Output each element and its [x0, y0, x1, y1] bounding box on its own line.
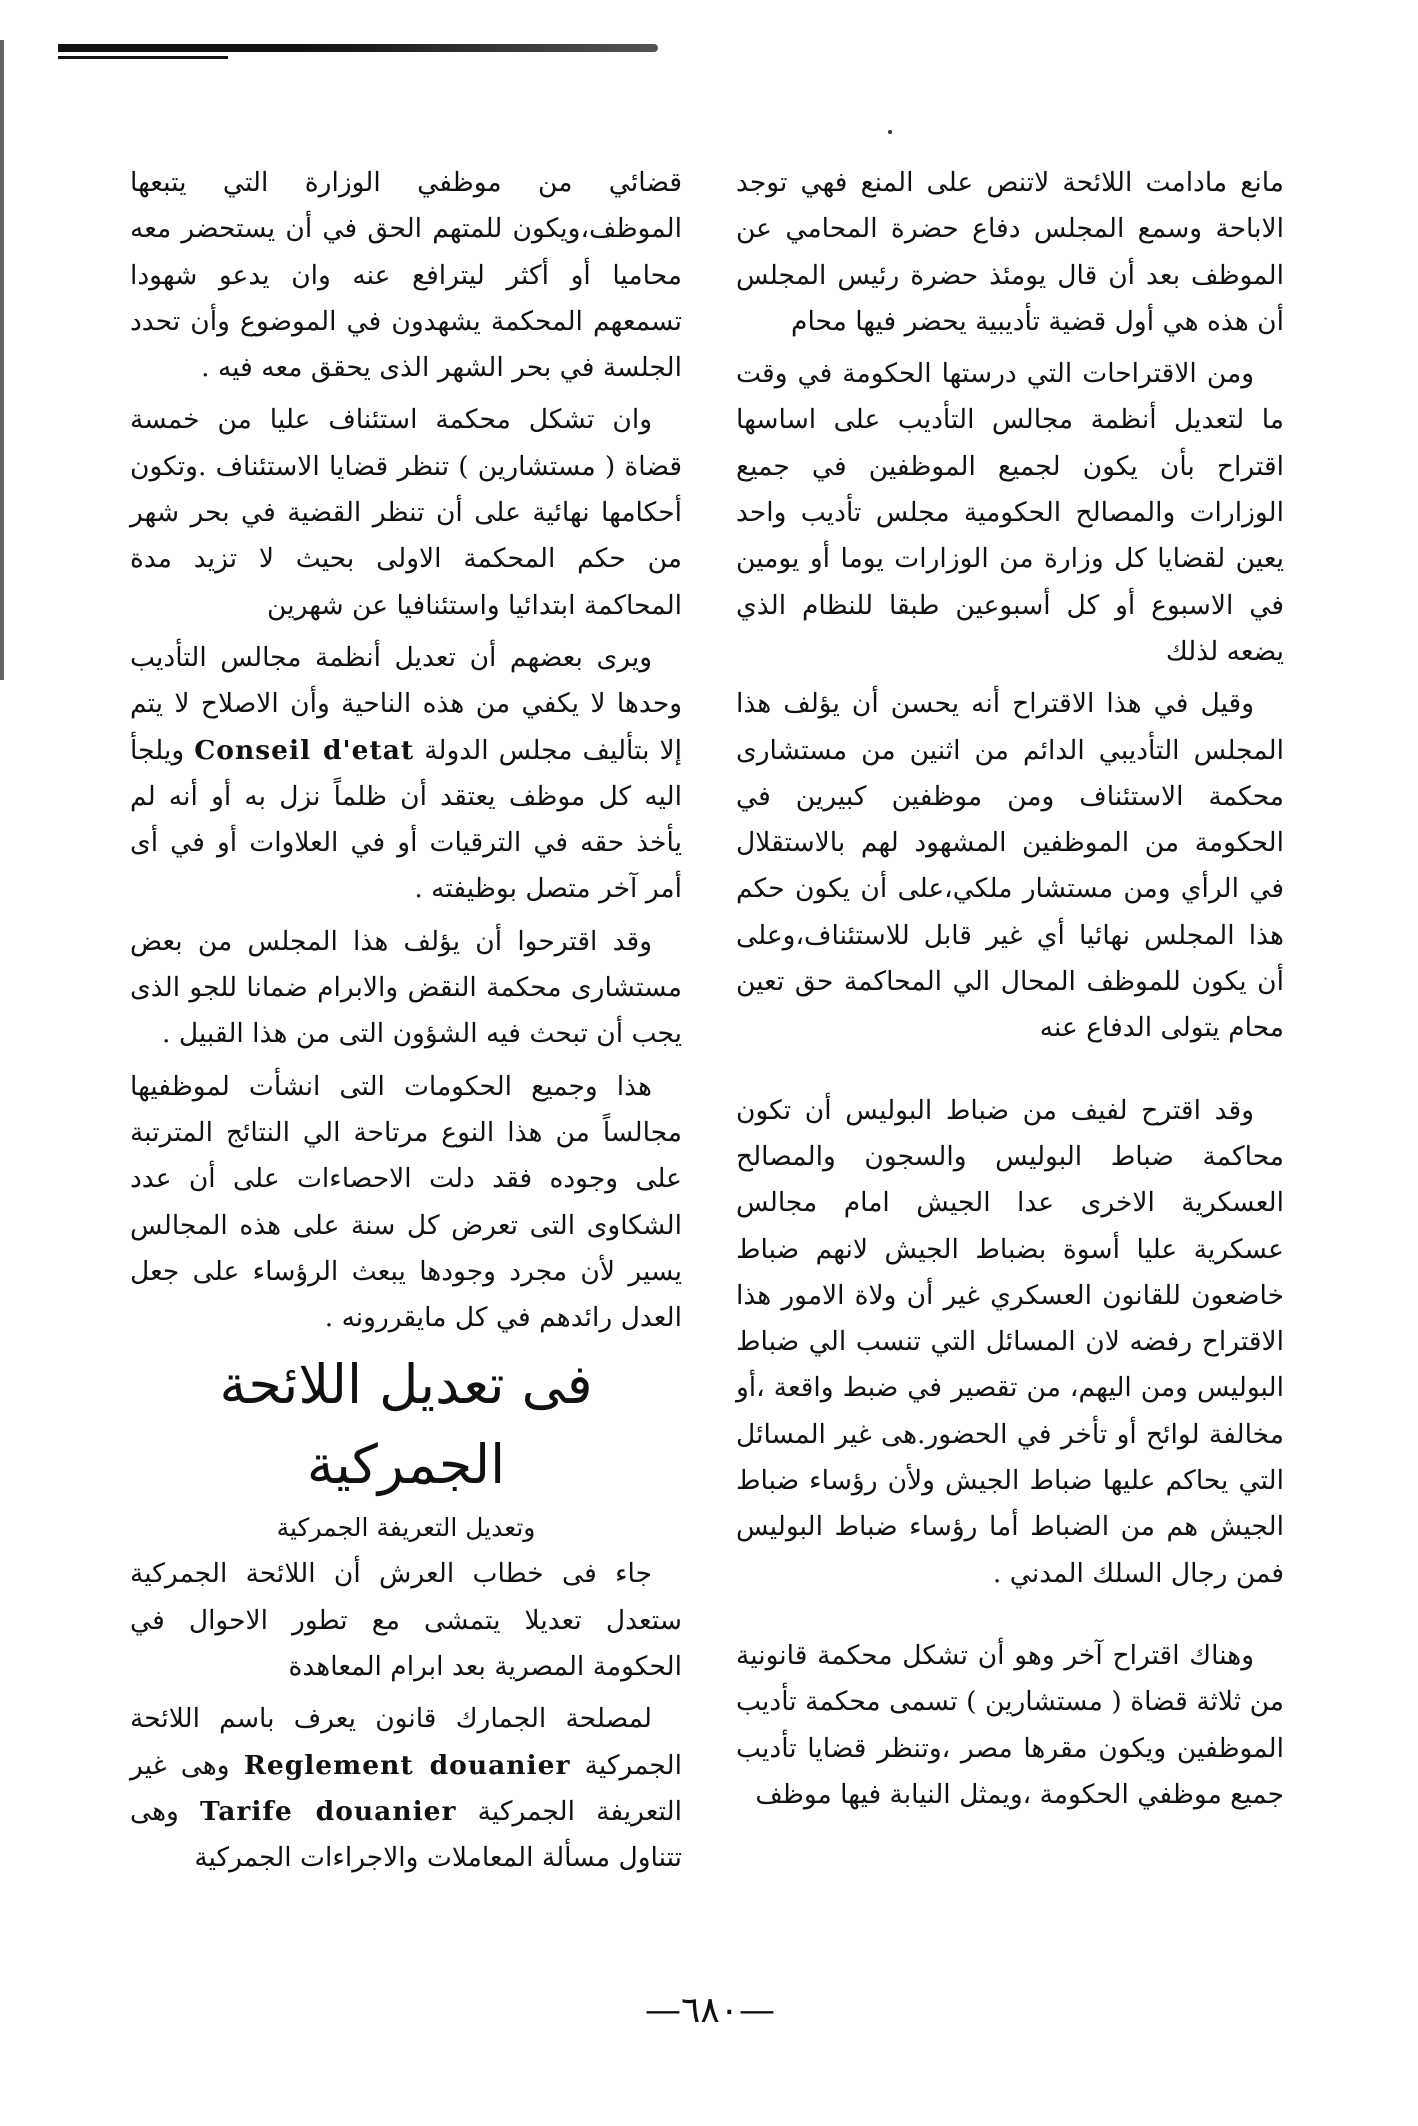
scan-edge-shadow	[0, 40, 16, 680]
paragraph: وقيل في هذا الاقتراح أنه يحسن أن يؤلف هذا المجلس التأديبي الدائم من اثنين من مستشارى محكمة الاستئناف ومن موظفين كبيرين في الحكومة من الموظفين المشهود لهم بالاستقلال في الرأي ومن مستشار ملكي،على أن يكون حكم هذا المجلس نهائيا أي غير قابل للاستئناف،وعلى أن يكون للموظف المحال الي المحاكمة حق تعين محام يتولى الدفاع عنه	[736, 688, 1284, 1044]
paragraph-text: ويلجأ اليه كل موظف يعتقد أن ظلماً نزل به أو أنه لم يأخذ حقه في الترقيات أو في العلاوات أو في أى أمر آخر متصل بوظيفته .	[130, 734, 682, 905]
paragraph: قضائي من موظفي الوزارة التي يتبعها الموظف،ويكون للمتهم الحق في أن يستحضر معه محاميا أو أكثر ليترافع عنه وان يدعو شهودا تسمعهم المحكمة يشهدون في الموضوع وأن تحدد الجلسة في بحر الشهر الذى يحقق معه فيه .	[130, 167, 682, 384]
top-rule-accent	[58, 56, 228, 59]
paragraph: جاء فى خطاب العرش أن اللائحة الجمركية ستعدل تعديلا يتمشى مع تطور الاحوال في الحكومة المصرية بعد ابرام المعاهدة	[130, 1558, 682, 1683]
paragraph-text: وهى تتناول مسألة المعاملات والاجراءات الجمركية	[130, 1795, 682, 1874]
paragraph: وان تشكل محكمة استئناف عليا من خمسة قضاة ( مستشارين ) تنظر قضايا الاستئناف .وتكون أحكامها نهائية على أن تنظر القضية في بحر شهر من حكم المحكمة الاولى بحيث لا تزيد مدة المحاكمة ابتدائيا واستئنافيا عن شهرين	[130, 404, 682, 621]
latin-term: Reglement douanier	[243, 1749, 571, 1781]
paragraph-text: لمصلحة الجمارك قانون يعرف باسم اللائحة الجمركية	[130, 1703, 682, 1781]
top-rule	[58, 44, 658, 52]
right-column	[736, 160, 1284, 1818]
ink-dot	[888, 130, 892, 134]
section-subheading: وتعديل التعريفة الجمركية	[276, 1513, 536, 1543]
page-number: —٦٨٠—	[644, 1990, 775, 2031]
paragraph: ومن الاقتراحات التي درستها الحكومة في وقت ما لتعديل أنظمة مجالس التأديب على اساسها اقتراح بأن يكون لجميع الموظفين في جميع الوزارات والمصالح الحكومية مجلس تأديب واحد يعين لقضايا كل وزارة من الوزارات يوما أو يومين في الاسبوع أو كل أسبوعين طبقا للنظام الذي يضعه لذلك	[736, 358, 1284, 667]
paragraph: وقد اقترحوا أن يؤلف هذا المجلس من بعض مستشارى محكمة النقض والابرام ضمانا للجو الذى يجب أن تبحث فيه الشؤون التى من هذا القبيل .	[130, 925, 682, 1050]
paragraph-text: ويرى بعضهم أن تعديل أنظمة مجالس التأديب وحدها لا يكفي من هذه الناحية وأن الاصلاح لا يتم إلا بتأليف مجلس الدولة	[130, 641, 683, 766]
latin-term: Conseil d'etat	[194, 734, 415, 766]
section-heading: فى تعديل اللائحة الجمركية	[219, 1353, 593, 1497]
paragraph: وقد اقترح لفيف من ضباط البوليس أن تكون محاكمة ضباط البوليس والسجون والمصالح العسكرية الاخرى عدا الجيش امام مجالس عسكرية عليا أسوة بضباط الجيش لانهم ضباط خاضعون للقانون العسكري غير أن ولاة الامور هذا الاقتراح رفضه لان المسائل التي تنسب الي ضباط البوليس ومن اليهم، من تقصير في ضبط واقعة ،أو مخالفة لوائح أو تأخر في الحضور.هى غير المسائل التي يحاكم عليها ضباط الجيش ولأن رؤساء ضباط الجيش هم من الضباط أما رؤساء ضباط البوليس فمن رجال السلك المدني .	[736, 1094, 1284, 1589]
paragraph: مانع مادامت اللائحة لاتنص على المنع فهي توجد الاباحة وسمع المجلس دفاع حضرة المحامي عن الموظف بعد أن قال يومئذ حضرة رئيس المجلس أن هذه هي أول قضية تأديبية يحضر فيها محام	[736, 167, 1284, 337]
paragraph: هذا وجميع الحكومات التى انشأت لموظفيها مجالساً من هذا النوع مرتاحة الي النتائج المترتبة على وجوده فقد دلت الاحصاءات على أن عدد الشكاوى التى تعرض كل سنة على هذه المجالس يسير لأن مجرد وجودها يبعث الرؤساء على جعل العدل رائدهم في كل مايقررونه .	[130, 1070, 682, 1334]
customs-paragraph	[130, 1696, 682, 1881]
paragraph: وهناك اقتراح آخر وهو أن تشكل محكمة قانونية من ثلاثة قضاة ( مستشارين ) تسمى محكمة تأديب الموظفين ويكون مقرها مصر ،وتنظر قضايا تأديب جميع موظفي الحكومة ،ويمثل النيابة فيها موظف	[736, 1639, 1284, 1810]
latin-term: Tarife douanier	[200, 1795, 457, 1827]
left-column	[130, 160, 682, 1882]
paragraph-text: وهى غير التعريفة الجمركية	[130, 1749, 682, 1827]
conseil-paragraph	[130, 635, 682, 913]
